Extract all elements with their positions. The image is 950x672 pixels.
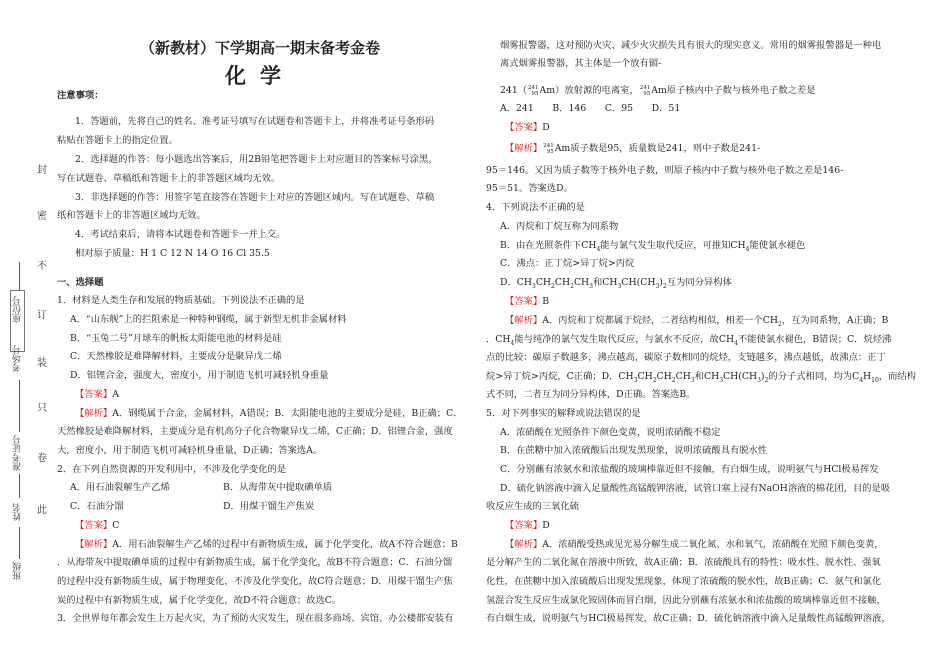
subscript: 3 (531, 282, 536, 290)
mass-number: 241 (543, 142, 554, 149)
right-text-line (505, 142, 760, 156)
text-segment: A．丙烷和丁烷都属于烷烃，二者结构相似，相差一个CH (542, 315, 778, 326)
isotope-notation (528, 85, 539, 97)
text-segment: A (112, 389, 119, 400)
subscript: 2 (777, 320, 782, 328)
right-text-line (500, 102, 680, 116)
class-label: 班级 (13, 562, 23, 580)
left-text-line (70, 350, 282, 364)
text-segment: ) (659, 277, 663, 288)
text-segment: C．沸点：正丁烷>异丁烷>丙烷 (500, 258, 635, 269)
isotope-notation (640, 85, 651, 97)
text-segment: H (863, 371, 872, 382)
text-segment: 能与氯气发生取代反应，可推知CH (600, 240, 746, 251)
text-segment: 化性，在蔗糖中加入浓硫酸后出现发黑现象，体现了浓硫酸的脱水性，故B正确；C．氨气和氯化 (486, 576, 882, 587)
isotope-notation (543, 143, 554, 155)
text-segment: 式不同，二者互为同分异构体，D正确。答案选B。 (486, 389, 696, 400)
margin-line (19, 527, 20, 559)
answer-tag: 【答案】 (505, 296, 543, 307)
text-segment: ．CH (486, 334, 511, 345)
margin-line (19, 380, 20, 432)
left-text-line (57, 294, 305, 308)
text-segment: 2．选择题的作答：每小题选出答案后，用2B铅笔把答题卡上对应题目的答案标号涂黑， (75, 154, 438, 165)
text-segment: Am质子数是95，质量数是241，则中子数是241- (554, 143, 761, 154)
answer-tag: 【答案】 (75, 389, 113, 400)
right-text-line (505, 121, 550, 135)
text-segment: A．241 B．146 C．95 D．51 (500, 103, 681, 114)
text-segment: 离式烟雾报警器，其主体是一个放有镅- (500, 58, 662, 69)
left-text-line (57, 463, 286, 477)
text-segment: A．用石油裂解生产乙烯 (70, 482, 170, 493)
right-text-line (500, 426, 721, 440)
right-text-line (486, 201, 585, 215)
exam-title: （新教材）下学期高一期末备考金卷 (139, 39, 380, 57)
text-segment: CH (554, 277, 571, 288)
text-segment: D．硫化钠溶液中滴入足量酸性高锰酸钾溶液，试管口塞上浸有NaOH溶液的棉花团，目的是吸 (500, 483, 891, 494)
right-text-line (486, 388, 696, 402)
subscript: 3 (617, 282, 622, 290)
seat-number-label: 座位号 (13, 296, 23, 323)
left-text-line (75, 247, 270, 261)
subscript: 4 (859, 376, 864, 384)
subscript: 3 (757, 376, 761, 384)
text-segment: 2．在下列自然资源的开发利用中，不涉及化学变化的是 (57, 464, 287, 475)
text-segment: 的分子式相同，均为C (768, 371, 860, 382)
answer-tag: 【解析】 (505, 143, 543, 154)
text-segment: B．由在光照条件下CH (500, 240, 597, 251)
text-segment: D．铝锂合金，强度大，密度小，用于制造飞机可减轻机身重量 (70, 370, 329, 381)
text-segment: 1．答题前，先将自己的姓名、准考证号填写在试题卷和答题卡上，并将准考证号条形码 (75, 116, 435, 127)
right-text-line (500, 257, 634, 271)
left-text-line (75, 538, 458, 552)
text-segment: A．用石油裂解生产乙烯的过程中有新物质生成，属于化学变化，故A不符合题意；B (112, 539, 458, 550)
left-text-line (75, 191, 434, 205)
left-text-line (57, 575, 453, 589)
seal-char: 只 (37, 403, 47, 414)
subscript: 4 (510, 339, 515, 347)
right-text-line (505, 314, 888, 328)
text-segment: 收反应生成的三氧化硫 (486, 501, 579, 512)
right-text-line (486, 556, 881, 570)
right-text-line (500, 482, 890, 496)
text-segment: A．浓硝酸在光照条件下颜色变黄，说明浓硝酸不稳定 (500, 427, 721, 438)
text-segment: ，而结构 (878, 371, 916, 382)
text-segment: D．CH (500, 277, 532, 288)
right-text-line (505, 538, 884, 552)
right-text-line (500, 39, 881, 53)
right-text-line (500, 463, 879, 477)
text-segment: 的过程中没有新物质生成，属于物理变化，不涉及化学变化，故C符合题意；D．用煤干馏生产焦 (57, 576, 453, 587)
text-segment: Am原子核内中子数与核外电子数之差是 (651, 85, 816, 96)
mass-number: 241 (639, 84, 651, 91)
text-segment: CH (637, 371, 653, 382)
text-segment: C (112, 520, 120, 531)
left-text-line (75, 228, 285, 242)
right-text-line (500, 57, 661, 71)
text-segment: A．浓硝酸受热或见光易分解生成二氧化氮、水和氧气，浓硝酸在光照下颜色变黄， (542, 539, 884, 550)
left-text-line (223, 500, 314, 514)
right-text-line (486, 612, 891, 626)
left-text-line (75, 388, 119, 402)
atomic-number: 95 (546, 148, 554, 155)
subscript: 4 (734, 339, 738, 347)
text-segment: Am）放射源的电离室， (539, 85, 639, 96)
right-text-line (486, 594, 886, 608)
left-text-line (57, 594, 341, 608)
text-segment: 氢混合发生反应生成氯化铵固体而冒白烟，因此分别蘸有浓氨水和浓盐酸的玻璃棒靠近但不接触， (486, 595, 886, 606)
left-text-line (223, 481, 332, 495)
text-segment: D (542, 122, 550, 133)
text-segment: CH (573, 277, 590, 288)
answer-tag: 【解析】 (505, 315, 543, 326)
left-text-line (75, 115, 434, 129)
text-segment: C．天然橡胶是难降解材料，主要成分是聚异戊二烯 (70, 351, 282, 362)
right-text-line (505, 519, 550, 533)
text-segment: C．石油分馏 (70, 501, 124, 512)
answer-tag: 【答案】 (505, 122, 543, 133)
text-segment: 不能使氯水褪色，B错误；C．烷烃沸 (737, 334, 892, 345)
text-segment: B．从海带灰中提取碘单质 (223, 482, 333, 493)
text-segment: 能与纯净的氯气发生取代反应，与氯水不反应，故CH (514, 334, 735, 345)
left-text-line (57, 425, 453, 439)
text-segment: CH(CH (621, 277, 656, 288)
text-segment: 95＝51。答案选D。 (486, 183, 573, 194)
subscript: 2 (662, 282, 667, 290)
seal-char: 订 (37, 310, 47, 321)
subscript: 3 (719, 376, 724, 384)
text-segment: ．从海带灰中提取碘单质的过程中有新物质生成，属于化学变化，故B不符合题意；C．石油分馏 (57, 557, 453, 568)
left-text-line (70, 481, 170, 495)
text-segment: 是分解产生的二氧化氮在溶液中所致，故A正确；B．浓硫酸具有的特性：吸水性、脱水性、强氧 (486, 557, 881, 568)
answer-tag: 【答案】 (505, 520, 543, 531)
answer-tag: 【解析】 (75, 539, 113, 550)
right-text-line (486, 333, 891, 347)
atomic-number: 95 (643, 90, 651, 97)
text-segment: 互为同分异构体 (666, 277, 732, 288)
right-text-line (486, 407, 641, 421)
right-text-line (500, 444, 767, 458)
subscript: 2 (551, 282, 555, 290)
seal-char: 不 (37, 261, 47, 272)
text-segment: 注意事项： (57, 90, 104, 101)
answer-tag: 【解析】 (75, 408, 113, 419)
left-text-line (57, 89, 104, 103)
text-segment: B．“玉兔二号”月球车的帆板太阳能电池的材料是硅 (70, 333, 282, 344)
answer-tag: 【解析】 (505, 539, 543, 550)
right-text-line (500, 84, 816, 98)
ticket-number-label: 准考证号 (13, 435, 23, 471)
text-segment: ，互为同系物，A正确；B (781, 315, 889, 326)
text-segment: A．丙烷和丁烷互称为同系物 (500, 221, 619, 232)
left-text-line (70, 313, 347, 327)
text-segment: D．用煤干馏生产焦炭 (223, 501, 315, 512)
right-text-line (486, 500, 579, 514)
margin-line (19, 474, 20, 498)
text-segment: 炭的过程中有新物质生成，属于化学变化，故D不符合题意；故选C。 (57, 595, 342, 606)
seal-char: 卷 (37, 453, 47, 464)
text-segment: 纸和答题卡上的非答题区域均无效。 (57, 210, 206, 221)
text-segment: CH(CH (723, 371, 758, 382)
text-segment: B (542, 296, 550, 307)
right-text-line (486, 370, 916, 384)
text-segment: 烟雾报警器，这对预防火灾，减少火灾损失具有很大的现实意义。常用的烟雾报警器是一种电 (500, 40, 882, 51)
subscript: 4 (745, 245, 750, 253)
text-segment: 烷>异丁烷>丙烷，C正确；D．CH (486, 371, 634, 382)
text-segment: C．分别蘸有浓氨水和浓盐酸的玻璃棒靠近但不接触，有白烟生成，说明氨气与HCl极易挥发 (500, 464, 879, 475)
left-text-line (57, 444, 322, 458)
text-segment: 写在试题卷、草稿纸和答题卡上的非答题区域均无效。 (57, 173, 281, 184)
left-text-line (75, 407, 463, 421)
name-label: 姓名 (13, 503, 23, 521)
subscript: 10 (871, 376, 879, 384)
text-segment: 1．材料是人类生存和发展的物质基础。下列说法不正确的是 (57, 295, 305, 306)
subscript: 4 (596, 245, 601, 253)
seal-char: 此 (37, 505, 47, 516)
text-segment: 4．下列说法不正确的是 (486, 202, 585, 213)
text-segment: 241（ (500, 85, 528, 96)
subscript: 2 (570, 282, 574, 290)
subscript: 3 (655, 282, 660, 290)
left-text-line (70, 500, 124, 514)
text-segment: CH (675, 371, 691, 382)
subscript: 3 (633, 376, 638, 384)
answer-tag: 【答案】 (75, 520, 113, 531)
right-text-line (486, 164, 843, 178)
left-text-line (57, 276, 104, 290)
left-text-line (57, 612, 453, 626)
text-segment: 能使氯水褪色 (749, 240, 806, 251)
text-segment: 点的比较：碳原子数越多，沸点越高，碳原子数相同的烷烃，支链越多，沸点越低，故沸点：正丁 (486, 352, 886, 363)
left-text-line (57, 209, 206, 223)
right-text-line (505, 295, 549, 309)
text-segment: CH (535, 277, 552, 288)
atomic-number: 95 (531, 90, 539, 97)
left-text-line (57, 556, 452, 570)
text-segment: B．在蔗糖中加入浓硫酸后出现发黑现象，说明浓硫酸具有脱水性 (500, 445, 768, 456)
right-text-line (486, 575, 881, 589)
text-segment: 和CH (593, 277, 618, 288)
text-segment: CH (656, 371, 672, 382)
text-segment: 95＝146。又因为质子数等于核外电子数，则原子核内中子数与核外电子数之差是146- (486, 165, 844, 176)
exam-room-label: 考场号 (13, 345, 23, 372)
text-segment: 粘贴在答题卡上的指定位置。 (57, 135, 178, 146)
subject-title: 化学 (225, 64, 295, 88)
subscript: 2 (671, 376, 676, 384)
subscript: 3 (690, 376, 695, 384)
mass-number: 241 (528, 84, 539, 91)
text-segment: 一、选择题 (57, 277, 104, 288)
left-text-line (75, 153, 438, 167)
seal-char: 封 (37, 165, 47, 176)
left-text-line (57, 134, 178, 148)
text-segment: 相对原子质量：H 1 C 12 N 14 O 16 Cl 35.5 (75, 248, 270, 259)
text-segment: 天然橡胶是难降解材料，主要成分是有机高分子化合物聚异戊二烯，C正确；D．铝锂合金，强度 (57, 426, 453, 437)
text-segment: 4．考试结束后，请将本试题卷和答题卡一并上交。 (75, 229, 286, 240)
right-text-line (500, 276, 732, 290)
right-text-line (500, 220, 618, 234)
text-segment: A．钢缆属于合金，金属材料，A错误；B．太阳能电池的主要成分是硅，B正确；C． (112, 408, 463, 419)
seal-char: 密 (37, 211, 47, 222)
subscript: 2 (764, 376, 769, 384)
text-segment: 3．非选择题的作答：用签字笔直接答在答题卡上对应的答题区域内。写在试题卷、草稿 (75, 192, 435, 203)
margin-line (19, 262, 20, 290)
subscript: 3 (589, 282, 593, 290)
text-segment: A．“山东舰”上的拦阻索是一种特种钢缆，属于新型无机非金属材料 (70, 314, 347, 325)
text-segment: 和CH (694, 371, 720, 382)
text-segment: D (542, 520, 550, 531)
text-segment: 大，密度小，用于制造飞机可减轻机身重量，D正确；答案选A。 (57, 445, 323, 456)
left-text-line (70, 369, 328, 383)
text-segment: 5．对下列事实的解释或说法错误的是 (486, 408, 641, 419)
subscript: 2 (652, 376, 657, 384)
right-text-line (486, 182, 573, 196)
text-segment: ) (760, 371, 765, 382)
left-text-line (57, 172, 280, 186)
left-text-line (70, 332, 282, 346)
right-text-line (500, 239, 805, 253)
text-segment: 3．全世界每年都会发生上万起火灾，为了预防火灾发生，现在很多商场、宾馆、办公楼都安装有 (57, 613, 454, 624)
right-text-line (486, 351, 886, 365)
text-segment: 有白烟生成，说明氨气与HCl极易挥发，故C正确；D．硫化钠溶液中滴入足量酸性高锰酸钾溶液， (486, 613, 891, 624)
left-text-line (75, 519, 119, 533)
seal-char: 装 (37, 358, 47, 369)
